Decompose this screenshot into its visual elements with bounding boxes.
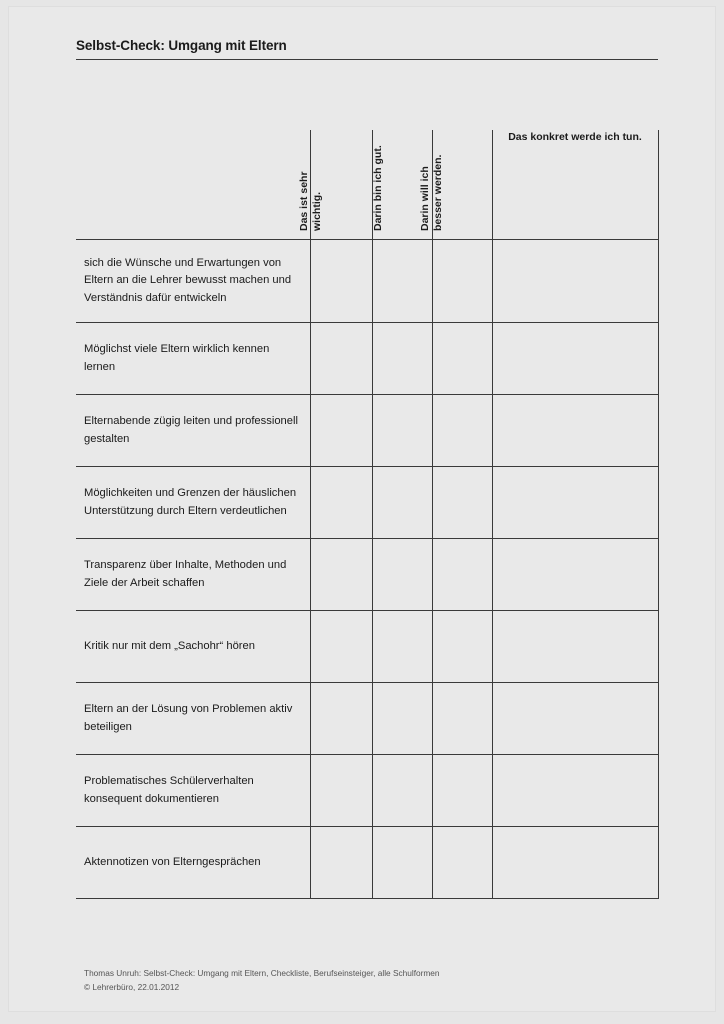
table-header-row (76, 130, 658, 240)
checkbox-cell-improve[interactable] (432, 683, 492, 755)
checkbox-cell-important[interactable] (310, 467, 372, 539)
document-footer (84, 966, 644, 994)
checkbox-cell-important[interactable] (310, 611, 372, 683)
action-note-cell[interactable] (492, 240, 658, 323)
action-note-cell[interactable] (492, 467, 658, 539)
checkbox-cell-important[interactable] (310, 755, 372, 827)
checkbox-cell-improve[interactable] (432, 395, 492, 467)
table-row (76, 467, 658, 539)
table-row (76, 395, 658, 467)
table-row (76, 323, 658, 395)
checkbox-cell-important[interactable] (310, 323, 372, 395)
table-row (76, 827, 658, 899)
footer-copyright-line: © Lehrerbüro, 22.01.2012 (84, 982, 180, 992)
header-column-action (492, 130, 658, 240)
table-row (76, 240, 658, 323)
action-note-cell[interactable] (492, 755, 658, 827)
checkbox-cell-good[interactable] (372, 827, 432, 899)
checkbox-cell-improve[interactable] (432, 240, 492, 323)
table-row (76, 683, 658, 755)
header-label-improve: Darin will ich besser werden. (419, 154, 444, 231)
task-text: Kritik nur mit dem „Sachohr“ hören (76, 611, 310, 683)
checkbox-cell-improve[interactable] (432, 467, 492, 539)
checkbox-cell-good[interactable] (372, 755, 432, 827)
checkbox-cell-important[interactable] (310, 395, 372, 467)
task-text: Elternabende zügig leiten und professionell gestalten (76, 395, 310, 467)
task-text: Möglichkeiten und Grenzen der häuslichen Unterstützung durch Eltern verdeutlichen (76, 467, 310, 539)
task-text: Transparenz über Inhalte, Methoden und Ziele der Arbeit schaffen (76, 539, 310, 611)
checkbox-cell-improve[interactable] (432, 827, 492, 899)
title-block (76, 38, 658, 60)
task-text: Möglichst viele Eltern wirklich kennen lernen (76, 323, 310, 395)
title-divider (76, 59, 658, 60)
self-check-table (76, 130, 659, 899)
header-column-important (298, 130, 372, 240)
header-label-important: Das ist sehr wichtig. (298, 171, 323, 231)
task-text: Aktennotizen von Elterngesprächen (76, 827, 310, 899)
page-title: Selbst-Check: Umgang mit Eltern (76, 38, 287, 53)
header-label-action: Das konkret werde ich tun. (508, 131, 642, 143)
checkbox-cell-good[interactable] (372, 611, 432, 683)
action-note-cell[interactable] (492, 827, 658, 899)
checkbox-cell-improve[interactable] (432, 611, 492, 683)
checkbox-cell-important[interactable] (310, 240, 372, 323)
action-note-cell[interactable] (492, 539, 658, 611)
table-row (76, 611, 658, 683)
checkbox-cell-good[interactable] (372, 323, 432, 395)
checkbox-cell-good[interactable] (372, 395, 432, 467)
header-column-improve (419, 130, 492, 240)
task-text: Eltern an der Lösung von Problemen aktiv beteiligen (76, 683, 310, 755)
checkbox-cell-important[interactable] (310, 539, 372, 611)
checkbox-cell-improve[interactable] (432, 323, 492, 395)
task-text: Problematisches Schülerverhalten konsequent dokumentieren (76, 755, 310, 827)
rotated-header-wrapper-1 (298, 135, 372, 231)
task-text: sich die Wünsche und Erwartungen von Eltern an die Lehrer bewusst machen und Verständnis dafür entwickeln (76, 240, 310, 323)
header-label-good: Darin bin ich gut. (372, 145, 384, 231)
checkbox-cell-improve[interactable] (432, 539, 492, 611)
action-note-cell[interactable] (492, 683, 658, 755)
checkbox-cell-good[interactable] (372, 683, 432, 755)
header-task-column (76, 130, 310, 240)
action-note-cell[interactable] (492, 611, 658, 683)
footer-source-line: Thomas Unruh: Selbst-Check: Umgang mit Eltern, Checkliste, Berufseinsteiger, alle Schulformen (84, 968, 440, 978)
action-note-cell[interactable] (492, 323, 658, 395)
checkbox-cell-good[interactable] (372, 467, 432, 539)
table-body (76, 240, 658, 899)
action-note-cell[interactable] (492, 395, 658, 467)
table-row (76, 755, 658, 827)
checkbox-cell-good[interactable] (372, 240, 432, 323)
checkbox-cell-good[interactable] (372, 539, 432, 611)
rotated-header-wrapper-3 (419, 135, 492, 231)
table-row (76, 539, 658, 611)
checkbox-cell-improve[interactable] (432, 755, 492, 827)
checkbox-cell-important[interactable] (310, 683, 372, 755)
checkbox-cell-important[interactable] (310, 827, 372, 899)
